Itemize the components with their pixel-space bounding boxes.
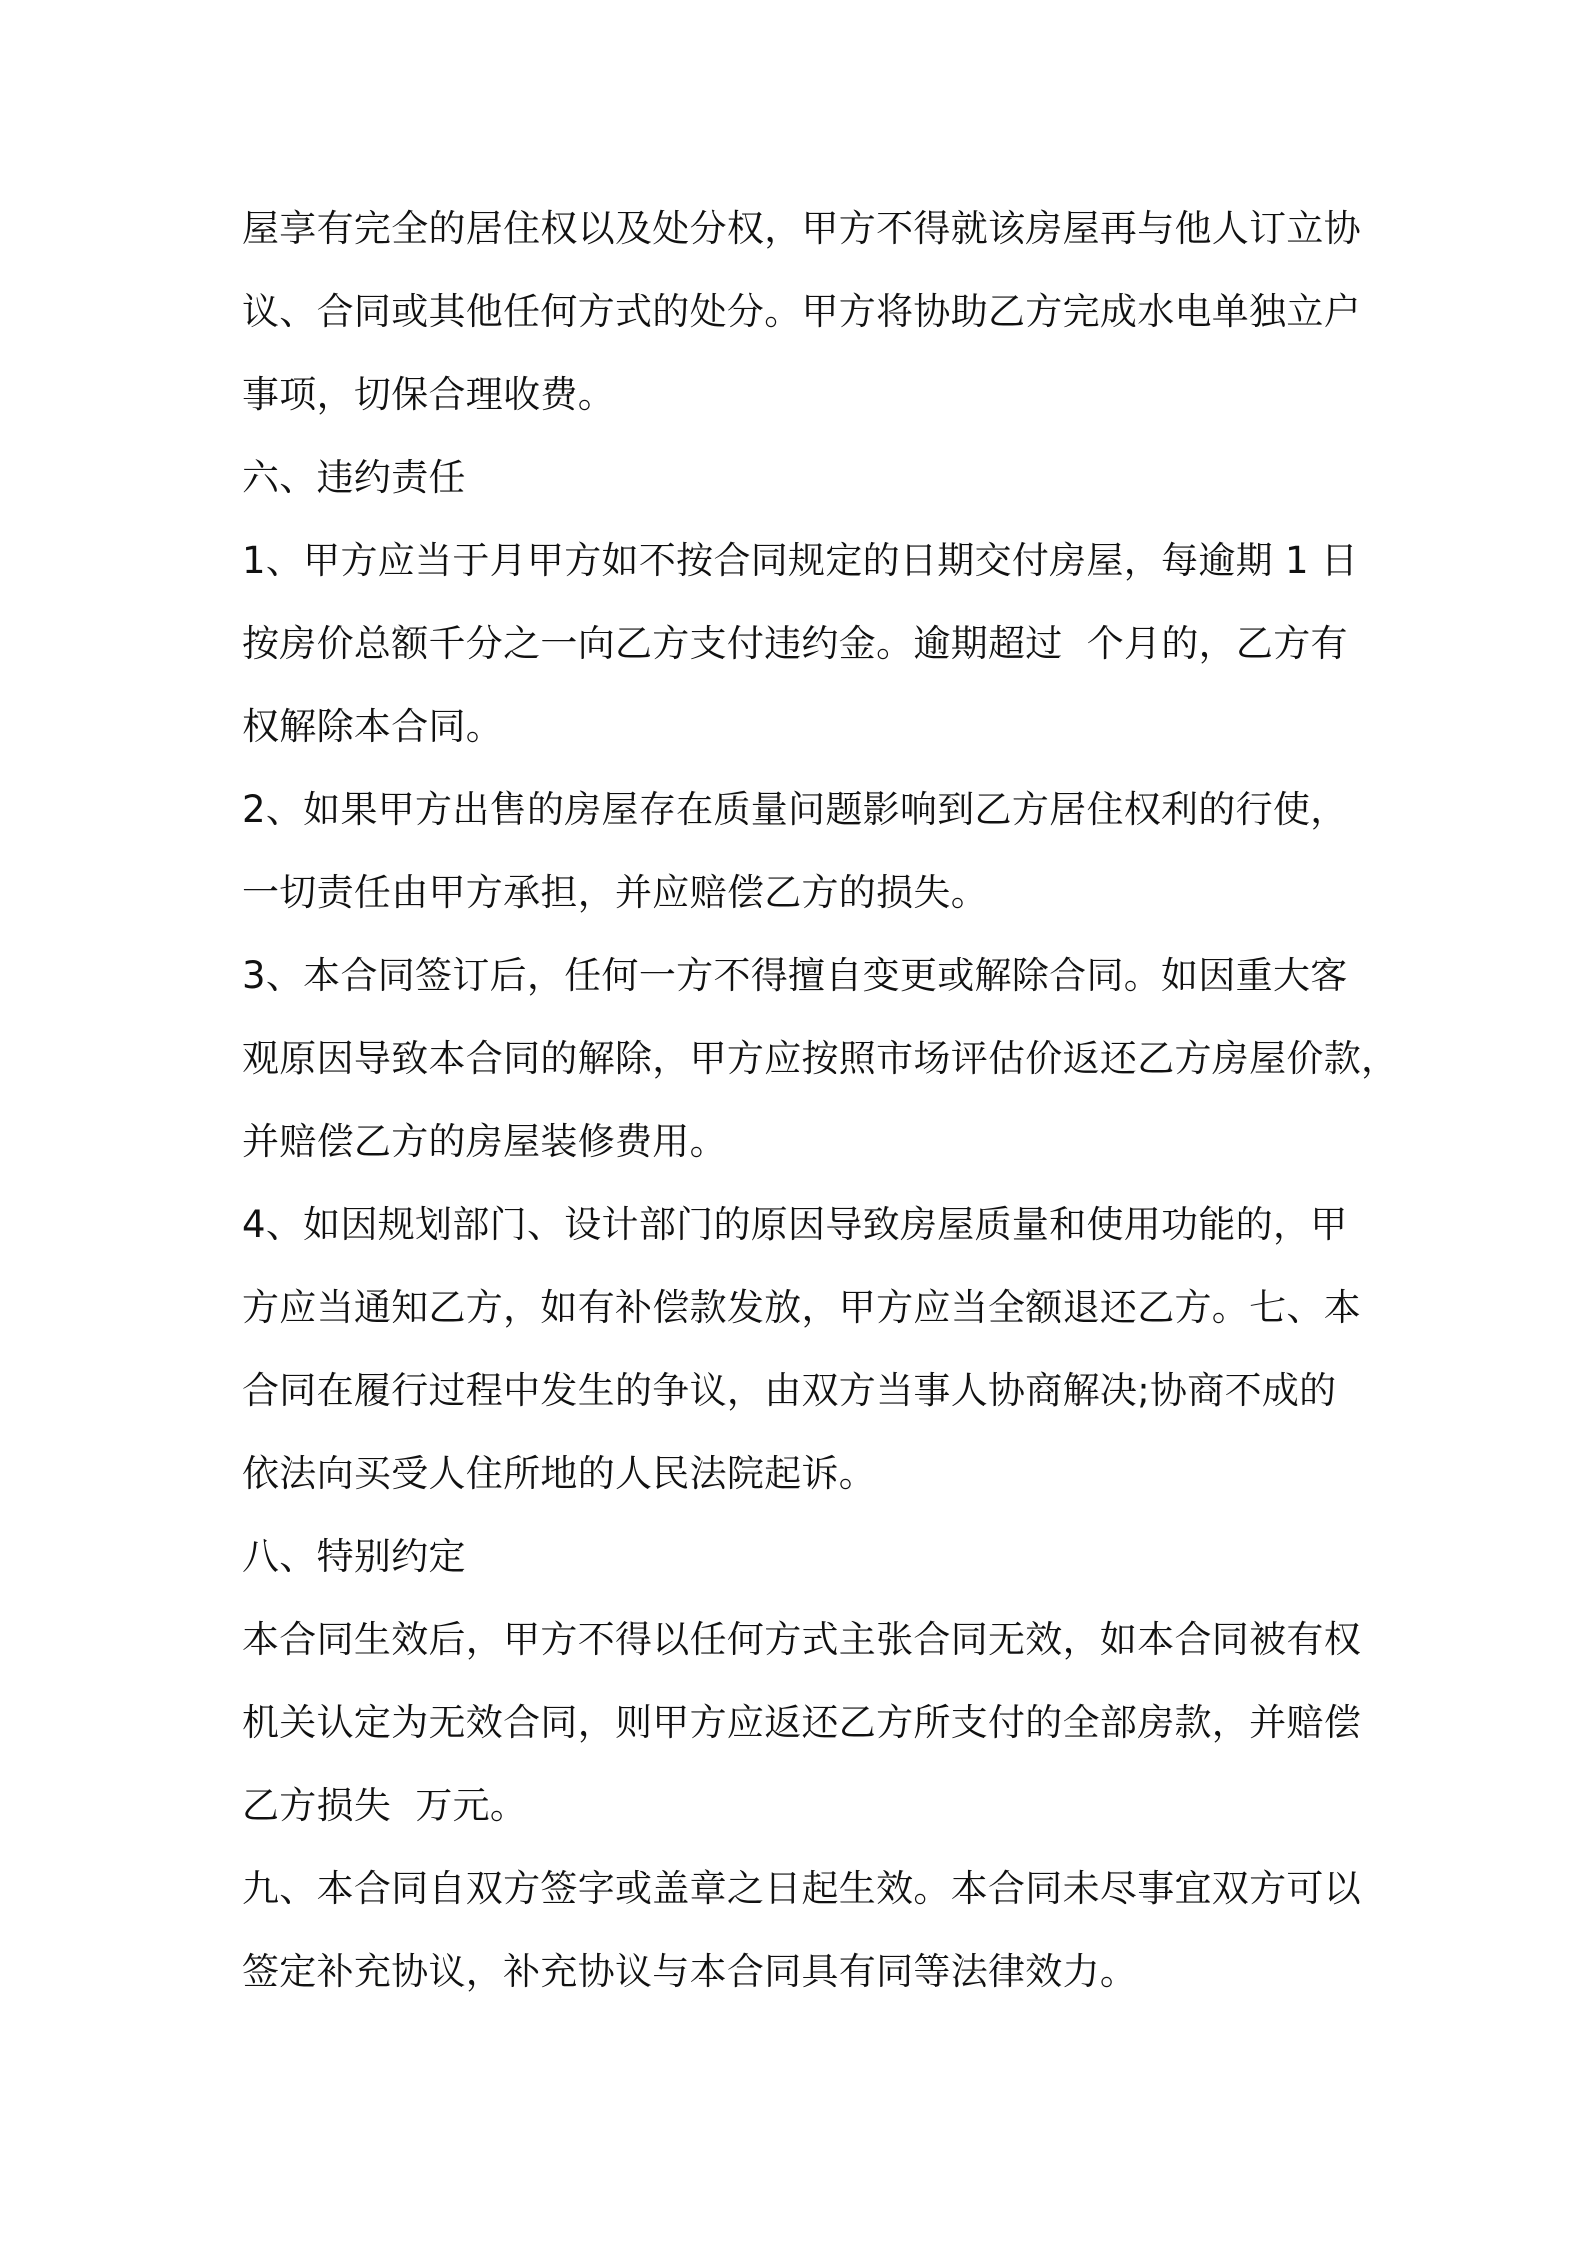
text-line: 机关认定为无效合同，则甲方应返还乙方所支付的全部房款，并赔偿 — [242, 1701, 1361, 1744]
text-line: 4、如因规划部门、设计部门的原因导致房屋质量和使用功能的，甲 — [242, 1203, 1348, 1246]
text-line: 3、本合同签订后，任何一方不得擅自变更或解除合同。如因重大客 — [242, 954, 1348, 997]
text-line: 本合同生效后，甲方不得以任何方式主张合同无效，如本合同被有权 — [242, 1618, 1361, 1661]
section-heading: 八、特别约定 — [242, 1535, 466, 1578]
text-line: 乙方损失 万元。 — [242, 1784, 528, 1827]
text-line: 依法向买受人住所地的人民法院起诉。 — [242, 1452, 877, 1495]
text-line: 九、本合同自双方签字或盖章之日起生效。本合同未尽事宜双方可以 — [242, 1867, 1361, 1910]
section-heading: 六、违约责任 — [242, 456, 466, 499]
text-line: 2、如果甲方出售的房屋存在质量问题影响到乙方居住权利的行使， — [242, 788, 1348, 831]
text-line: 并赔偿乙方的房屋装修费用。 — [242, 1120, 727, 1163]
text-line: 按房价总额千分之一向乙方支付违约金。逾期超过 个月的，乙方有 — [242, 622, 1348, 665]
text-line: 观原因导致本合同的解除，甲方应按照市场评估价返还乙方房屋价款， — [242, 1037, 1399, 1080]
text-line: 签定补充协议，补充协议与本合同具有同等法律效力。 — [242, 1950, 1138, 1993]
text-line: 权解除本合同。 — [242, 705, 504, 748]
text-line: 事项，切保合理收费。 — [242, 373, 615, 416]
text-line: 方应当通知乙方，如有补偿款发放，甲方应当全额退还乙方。七、本 — [242, 1286, 1361, 1329]
text-line: 屋享有完全的居住权以及处分权，甲方不得就该房屋再与他人订立协 — [242, 207, 1361, 250]
text-line: 议、合同或其他任何方式的处分。甲方将协助乙方完成水电单独立户 — [242, 290, 1361, 333]
text-line: 一切责任由甲方承担，并应赔偿乙方的损失。 — [242, 871, 988, 914]
text-line: 1、甲方应当于月甲方如不按合同规定的日期交付房屋，每逾期 1 日 — [242, 539, 1359, 582]
text-line: 合同在履行过程中发生的争议，由双方当事人协商解决;协商不成的 — [242, 1369, 1337, 1412]
